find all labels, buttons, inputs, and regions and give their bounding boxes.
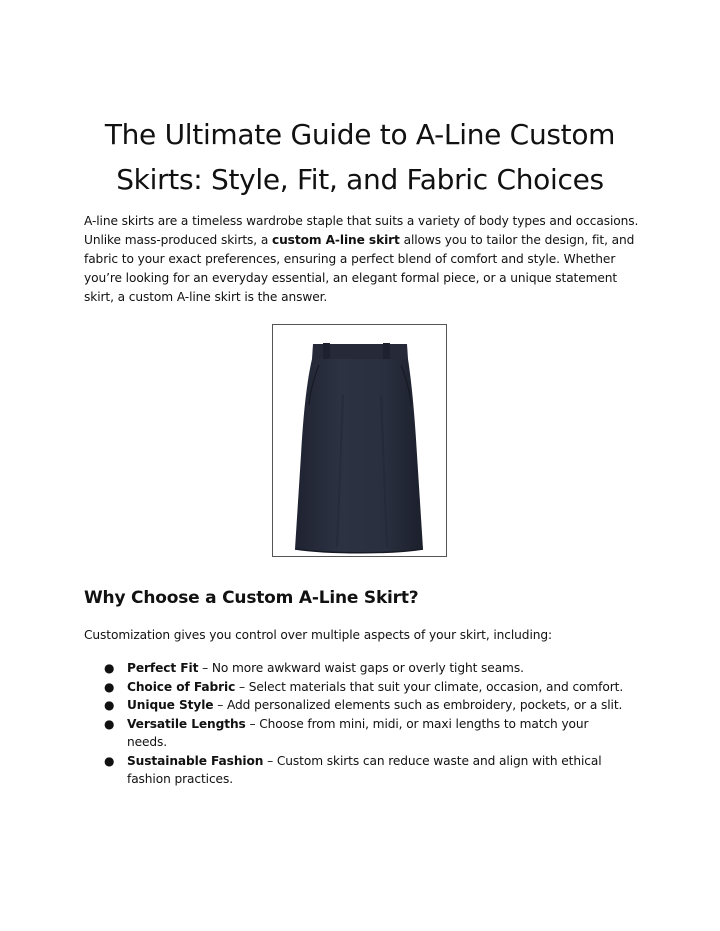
list-item-text: – No more awkward waist gaps or overly tight seams.: [198, 661, 524, 675]
intro-text-before: A-line skirts are a timeless wardrobe staple that suits a variety of body types and occasions. Unlike mass-produced skirts, a: [84, 214, 639, 247]
page-title: The Ultimate Guide to A-Line Custom Skirts: Style, Fit, and Fabric Choices: [104, 118, 616, 196]
list-item-text: – Custom skirts can reduce waste and align with ethical fashion practices.: [127, 753, 602, 786]
belt-loop: [383, 343, 390, 361]
benefits-list: [84, 659, 644, 789]
list-item-term: Versatile Lengths: [127, 716, 246, 731]
list-item: [84, 715, 644, 752]
list-item-term: Unique Style: [127, 698, 214, 712]
intro-paragraph: [84, 212, 644, 307]
section-lead: Customization gives you control over multiple aspects of your skirt, including:: [84, 628, 552, 642]
intro-bold-link-text: custom A-line skirt: [271, 233, 400, 247]
bullet-icon: ●: [104, 661, 115, 675]
list-item-text: – Choose from mini, midi, or maxi lengths to match your needs.: [127, 716, 589, 749]
list-item: [84, 696, 644, 715]
bullet-icon: ●: [104, 753, 115, 768]
belt-loop: [323, 343, 330, 361]
list-item: [84, 659, 644, 678]
list-item: [84, 678, 644, 697]
list-item-term: Perfect Fit: [127, 661, 199, 675]
skirt-image-frame: [272, 324, 447, 557]
list-item-term: Sustainable Fashion: [127, 753, 264, 768]
list-item-text: – Select materials that suit your climate, occasion, and comfort.: [235, 679, 624, 694]
skirt-image: [273, 325, 446, 556]
list-item: [84, 752, 644, 789]
section-heading: Why Choose a Custom A-Line Skirt?: [84, 588, 419, 608]
bullet-icon: ●: [104, 716, 115, 731]
list-item-term: Choice of Fabric: [127, 679, 236, 694]
list-item-text: – Add personalized elements such as embroidery, pockets, or a slit.: [213, 698, 623, 712]
intro-text-after: allows you to tailor the design, fit, and fabric to your exact preferences, ensuring a perfect blend of comfort and style. Whether you’re looking for an everyday essential, an elegant formal piece, or a unique statement skirt, a custom A-line skirt is the answer.: [84, 233, 635, 304]
skirt-body: [295, 359, 423, 553]
bullet-icon: ●: [104, 679, 115, 694]
bullet-icon: ●: [104, 698, 115, 712]
